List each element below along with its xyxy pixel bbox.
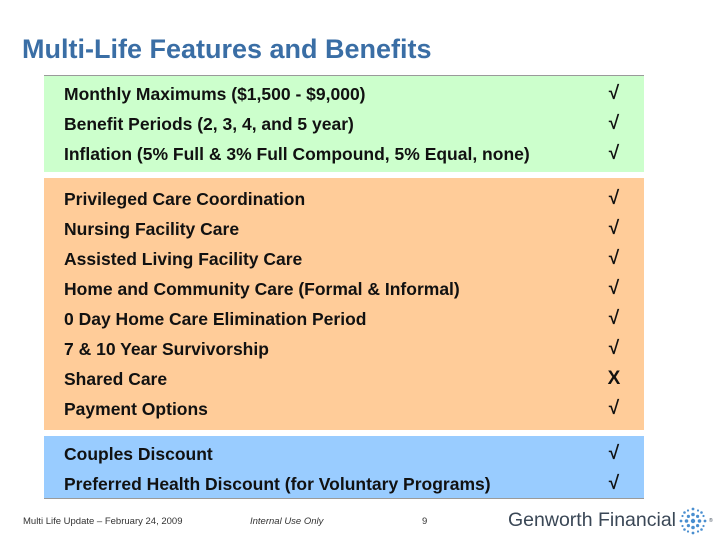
feature-label: Preferred Health Discount (for Voluntary Programs) [64,474,491,494]
x-mark: X [607,368,621,389]
page-number: 9 [422,516,428,527]
feature-label: 0 Day Home Care Elimination Period [64,309,367,329]
feature-row-preferred-health-discount [64,472,624,496]
footer-classification: Internal Use Only [250,516,324,527]
feature-label: Nursing Facility Care [64,219,240,239]
feature-row-nursing-facility [64,217,624,241]
page-title: Multi-Life Features and Benefits [22,34,432,64]
feature-label: Payment Options [64,399,208,419]
check-mark: √ [608,113,620,134]
check-mark: √ [608,188,620,209]
feature-row-benefit-periods [64,112,624,136]
feature-label: Privileged Care Coordination [64,189,306,209]
feature-label: Shared Care [64,369,168,389]
feature-row-assisted-living [64,247,624,271]
check-mark: √ [608,338,620,359]
feature-row-couples-discount [64,442,624,466]
snowflake-logo-icon [678,506,708,536]
check-mark: √ [608,278,620,299]
feature-label: Assisted Living Facility Care [64,249,303,269]
check-mark: √ [608,473,620,494]
brand-name: Genworth Financial [508,509,676,531]
feature-row-privileged-care [64,187,624,211]
check-mark: √ [608,398,620,419]
feature-row-shared-care [64,367,624,391]
feature-label: Home and Community Care (Formal & Informal) [64,279,460,299]
trademark-symbol: ® [709,518,713,524]
feature-row-survivorship [64,337,624,361]
check-mark: √ [608,443,620,464]
feature-row-elimination-period [64,307,624,331]
check-mark: √ [608,143,620,164]
check-mark: √ [608,218,620,239]
feature-label: Monthly Maximums ($1,500 - $9,000) [64,84,366,104]
feature-row-monthly-maximums [64,82,624,106]
feature-row-payment-options [64,397,624,421]
feature-label: Benefit Periods (2, 3, 4, and 5 year) [64,114,354,134]
bottom-divider [44,498,644,499]
check-mark: √ [608,308,620,329]
feature-label: 7 & 10 Year Survivorship [64,339,269,359]
check-mark: √ [608,248,620,269]
care-features-band [44,178,644,430]
feature-label: Inflation (5% Full & 3% Full Compound, 5% Equal, none) [64,144,530,164]
footer-date: Multi Life Update – February 24, 2009 [23,516,183,527]
feature-label: Couples Discount [64,444,213,464]
feature-row-inflation [64,142,624,166]
check-mark: √ [608,83,620,104]
feature-row-home-community-care [64,277,624,301]
